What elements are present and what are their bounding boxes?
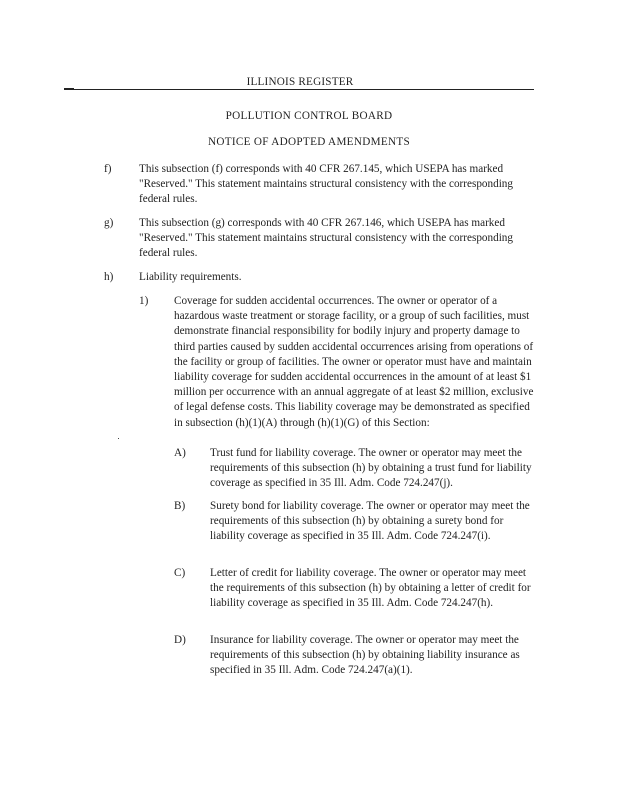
subsection-D-text: Insurance for liability coverage. The owner or operator may meet the requirements of this subsection (h) by obtaining liability insurance as specified in 35 Ill. Adm. Code 724.247(a)(1). — [210, 634, 520, 677]
subsection-B-text: Surety bond for liability coverage. The owner or operator may meet the requirements of this subsection (h) by obtaining a surety bond for liability coverage as specified in 35 Ill. Adm. Code 724.247(i). — [210, 500, 530, 543]
subsection-h1-label: 1) — [139, 295, 149, 307]
board-title: POLLUTION CONTROL BOARD — [225, 110, 393, 122]
notice-title: NOTICE OF ADOPTED AMENDMENTS — [207, 136, 410, 148]
subsection-D-label: D) — [174, 634, 186, 646]
scan-speck — [118, 438, 119, 439]
subsection-h-text: Liability requirements. — [139, 271, 242, 283]
subsection-C-text: Letter of credit for liability coverage. The owner or operator may meet the requirements of this subsection (h) by obtaining a letter of credit for liability coverage as specified in 35 Ill. Adm. Code 724.247(h). — [210, 567, 531, 610]
register-heading: ILLINOIS REGISTER — [246, 76, 354, 88]
subsection-h1-text: Coverage for sudden accidental occurrences. The owner or operator of a hazardous waste treatment or storage facility, or a group of such facilities, must demonstrate financial responsibility for bodily injury and property damage to third parties caused by sudden accidental occurrences arising from operations of the facility or group of facilities. The owner or operator must have and maintain liability coverage for sudden accidental occurrences in the amount of at least $1 million per occurrence with an annual aggregate of at least $2 million, exclusive of legal defense costs. This liability coverage may be demonstrated as specified in subsection (h)(1)(A) through (h)(1)(G) of this Section: — [174, 295, 534, 429]
subsection-g-label: g) — [104, 217, 114, 229]
subsection-f-label: f) — [104, 163, 112, 175]
subsection-h-label: h) — [104, 271, 114, 283]
subsection-A-label: A) — [174, 447, 186, 459]
subsection-A-text: Trust fund for liability coverage. The owner or operator may meet the requirements of this subsection (h) by obtaining a trust fund for liability coverage as specified in 35 Ill. Adm. Code 724.247(j). — [210, 447, 532, 490]
subsection-g-text: This subsection (g) corresponds with 40 CFR 267.146, which USEPA has marked "Reserved." This statement maintains structural consistency with the corresponding federal rules. — [139, 217, 513, 260]
subsection-B-label: B) — [174, 500, 186, 512]
subsection-f-text: This subsection (f) corresponds with 40 CFR 267.145, which USEPA has marked "Reserved." This statement maintains structural consistency with the corresponding federal rules. — [139, 163, 513, 206]
subsection-C-label: C) — [174, 567, 186, 579]
